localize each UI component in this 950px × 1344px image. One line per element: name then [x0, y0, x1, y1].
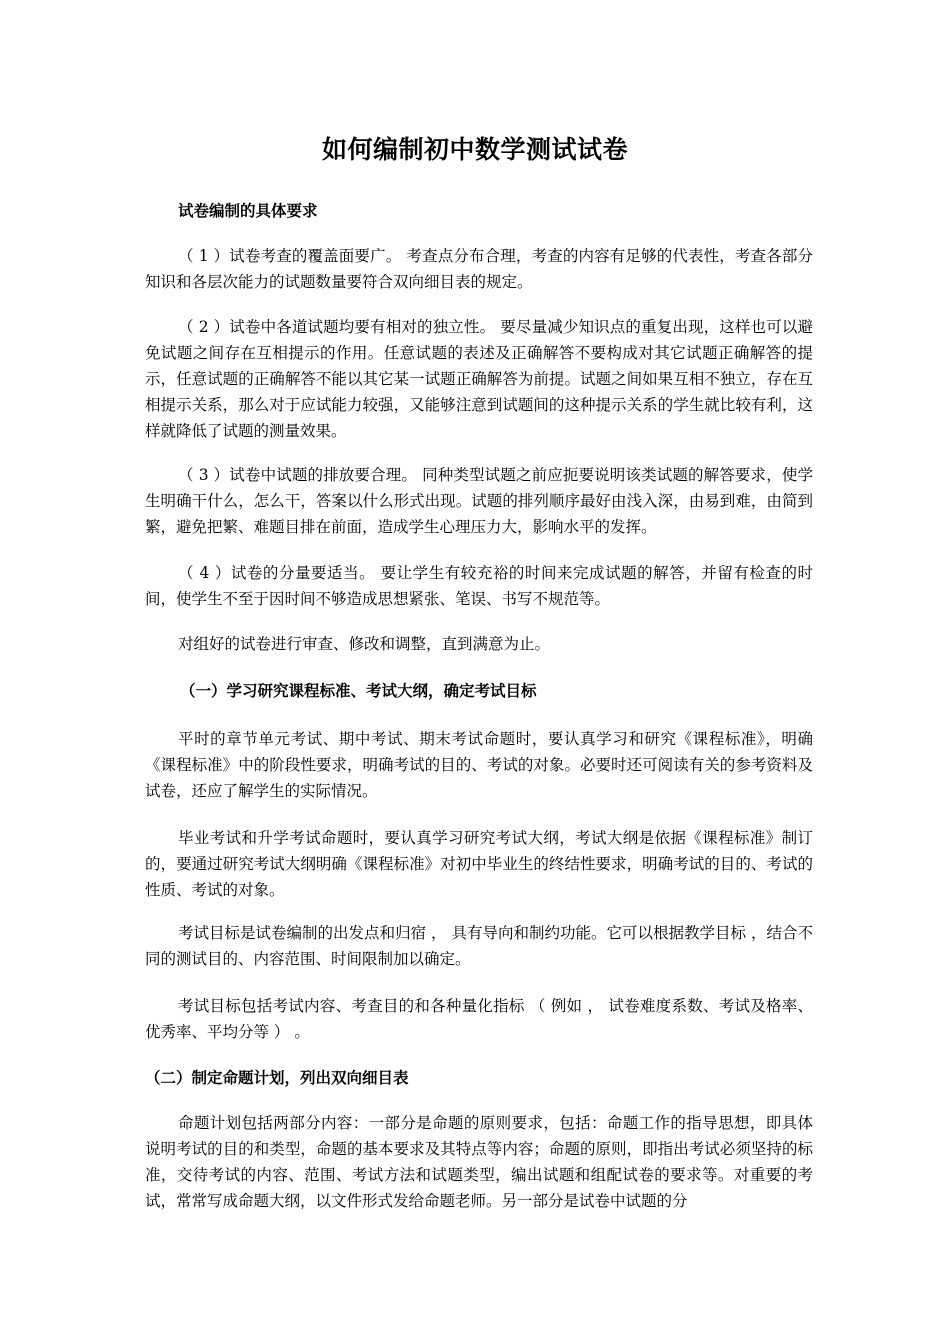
paragraph-exam-goal-content: 考试目标包括考试内容、考查目的和各种量化指标 （ 例如 ， 试卷难度系数、考试及格率、优秀率、平均分等 ） 。: [145, 997, 813, 1041]
section-heading-requirements: 试卷编制的具体要求: [178, 201, 318, 220]
paragraph-requirement-4: （ 4 ）试卷的分量要适当。 要让学生有较充裕的时间来完成试题的解答，并留有检查的时间，使学生不至于因时间不够造成思想紧张、笔误、书写不规范等。: [145, 564, 813, 608]
paragraph-exam-goal: 考试目标是试卷编制的出发点和归宿 ， 具有导向和制约功能。它可以根据教学目标 ，结合不同的测试目的、内容范围、时间限制加以确定。: [145, 924, 813, 968]
paragraph-review: 对组好的试卷进行审查、修改和调整，直到满意为止。: [178, 635, 551, 653]
paragraph-plan: 命题计划包括两部分内容：一部分是命题的原则要求，包括：命题工作的指导思想，即具体说明考试的目的和类型，命题的基本要求及其特点等内容；命题的原则，即指出考试必须坚持的标准，交待考试的内容、范围、考试方法和试题类型，编出试题和组配试卷的要求等。对重要的考试，常常写成命题大纲，以文件形式发给命题老师。另一部分是试卷中试题的分: [145, 1114, 813, 1210]
paragraph-requirement-1: （ 1 ）试卷考查的覆盖面要广。 考查点分布合理，考查的内容有足够的代表性，考查各部分知识和各层次能力的试题数量要符合双向细目表的规定。: [145, 247, 813, 291]
section-heading-1: （一）学习研究课程标准、考试大纲，确定考试目标: [180, 681, 537, 700]
paragraph-curriculum: 平时的章节单元考试、期中考试、期末考试命题时，要认真学习和研究《课程标准》，明确《课程标准》中的阶段性要求，明确考试的目的、考试的对象。必要时还可阅读有关的参考资料及试卷，还应了解学生的实际情况。: [145, 730, 813, 800]
paragraph-requirement-3: （ 3 ）试卷中试题的排放要合理。 同种类型试题之前应扼要说明该类试题的解答要求，使学生明确干什么，怎么干，答案以什么形式出现。试题的排列顺序最好由浅入深，由易到难，由简到繁，避免把繁、难题目排在前面，造成学生心理压力大，影响水平的发挥。: [145, 466, 813, 536]
document-title: 如何编制初中数学测试试卷: [321, 135, 628, 164]
paragraph-requirement-2: （ 2 ）试卷中各道试题均要有相对的独立性。 要尽量减少知识点的重复出现，这样也可以避免试题之间存在互相提示的作用。任意试题的表述及正确解答不要构成对其它试题正确解答的提示，任意试题的正确解答不能以其它某一试题正确解答为前提。试题之间如果互相不独立，存在互相提示关系，那么对于应试能力较强，又能够注意到试题间的这种提示关系的学生就比较有利，这样就降低了试题的测量效果。: [145, 318, 813, 440]
paragraph-graduation-exam: 毕业考试和升学考试命题时，要认真学习研究考试大纲，考试大纲是依据《课程标准》制订的，要通过研究考试大纲明确《课程标准》对初中毕业生的终结性要求，明确考试的目的、考试的性质、考试的对象。: [145, 829, 813, 899]
section-heading-2: （二）制定命题计划，列出双向细目表: [145, 1068, 409, 1087]
